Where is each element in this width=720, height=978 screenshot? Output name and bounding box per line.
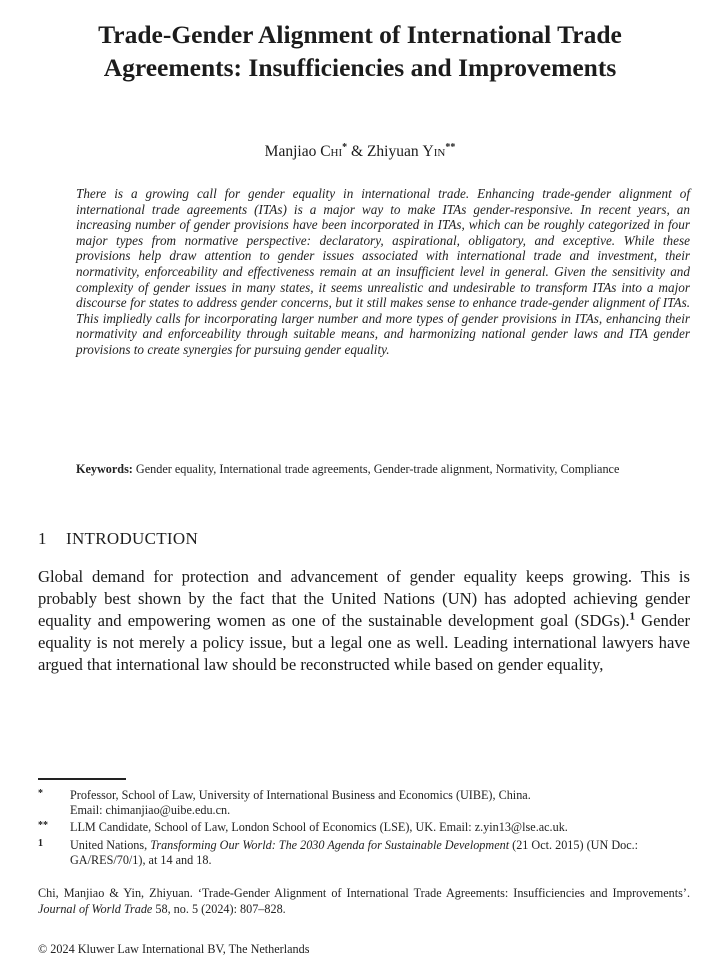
section-title: INTRODUCTION: [66, 529, 199, 548]
abstract: There is a growing call for gender equality in international trade. Enhancing trade-gender alignment of international trade agreements (ITAs) is a major way to make ITAs gender-responsive. In recent years, an increasing number of gender provisions have been incorporated in ITAs, which can be roughly categorized in four major types from normative perspective: declaratory, aspirational, obligatory, and exceptive. While these provisions help draw attention to gender issues associated with international trade and investment, their normativity, enforceability and effectiveness remain at an insufficient level in general. Given the sensitivity and complexity of gender issues in many states, it seems unrealistic and undesirable to transform ITAs into a major discourse for states to address gender concerns, but it still makes sense to enhance trade-gender alignment of ITAs. This impliedly calls for incorporating larger number and more types of gender provisions in ITAs, enhancing their normativity and enforceability through suitable means, and harmonizing national gender laws and ITA gender provisions to create synergies for pursuing gender equality.: [76, 186, 690, 357]
author2-last-name: Yin: [422, 143, 446, 161]
footnote-ref-1: 1: [629, 610, 636, 623]
body-paragraph: [38, 566, 690, 676]
body-text-part-2: Gender equality is not merely a policy issue, but a legal one as well. Leading international lawyers have argued that international law should be reconstructed while based on gender equality,: [38, 611, 691, 674]
footnote-author2: [38, 820, 690, 835]
section-number: 1: [38, 529, 47, 548]
citation-text: Chi, Manjiao & Yin, Zhiyuan. ‘Trade-Gender Alignment of International Trade Agreements: Insufficiencies and Improvements’.: [38, 886, 690, 900]
footnote-text: Email: chimanjiao@uibe.edu.cn.: [70, 803, 231, 818]
copyright-notice: © 2024 Kluwer Law International BV, The Netherlands: [38, 942, 310, 956]
footnote-mark: **: [38, 820, 48, 832]
footnote-text: United Nations,: [70, 837, 151, 852]
footnote-mark: 1: [38, 837, 43, 849]
keywords-list: Gender equality, International trade agreements, Gender-trade alignment, Normativity, Compliance: [132, 462, 620, 476]
footnote-text: Professor, School of Law, University of International Business and Economics (UIBE), China.: [70, 788, 531, 802]
keywords-label: Keywords:: [76, 462, 133, 476]
author1-footnote-mark: *: [342, 142, 348, 153]
footnote-mark: *: [38, 788, 43, 799]
title-line-2: Agreements: Insufficiencies and Improvements: [103, 53, 617, 82]
footnote-divider: [38, 778, 126, 780]
article-title: [20, 18, 700, 84]
footnotes: [38, 788, 690, 870]
footnote-1: [38, 838, 690, 868]
keywords: [76, 462, 690, 478]
author-line: [0, 138, 720, 162]
footnote-italic-title: Transforming Our World: The 2030 Agenda for Sustainable Development: [150, 837, 510, 852]
author1-first-name: Manjiao: [264, 143, 321, 161]
citation: [38, 886, 690, 917]
title-line-1: Trade-Gender Alignment of International Trade: [98, 20, 622, 49]
section-heading: [38, 528, 198, 550]
author2-footnote-mark: **: [445, 142, 456, 153]
footnote-text: LLM Candidate, School of Law, London School of Economics (LSE), UK. Email: z.yin13@lse.ac.uk.: [70, 820, 568, 835]
footnote-text: (21 Oct. 2015) (UN Doc.: GA/RES/70/1), at 14 and 18.: [70, 837, 639, 867]
footnote-author1: [38, 788, 690, 818]
journal-name: Journal of World Trade: [38, 901, 153, 916]
author-separator: & Zhiyuan: [347, 143, 423, 161]
body-text-part-1: Global demand for protection and advancement of gender equality keeps growing. This is probably best shown by the fact that the United Nations (UN) has adopted achieving gender equality and empowering women as one of the sustainable development goal (SDGs).: [38, 567, 690, 630]
citation-volume: 58, no. 5 (2024): 807–828.: [152, 901, 286, 916]
author1-last-name: Chi: [320, 143, 343, 161]
